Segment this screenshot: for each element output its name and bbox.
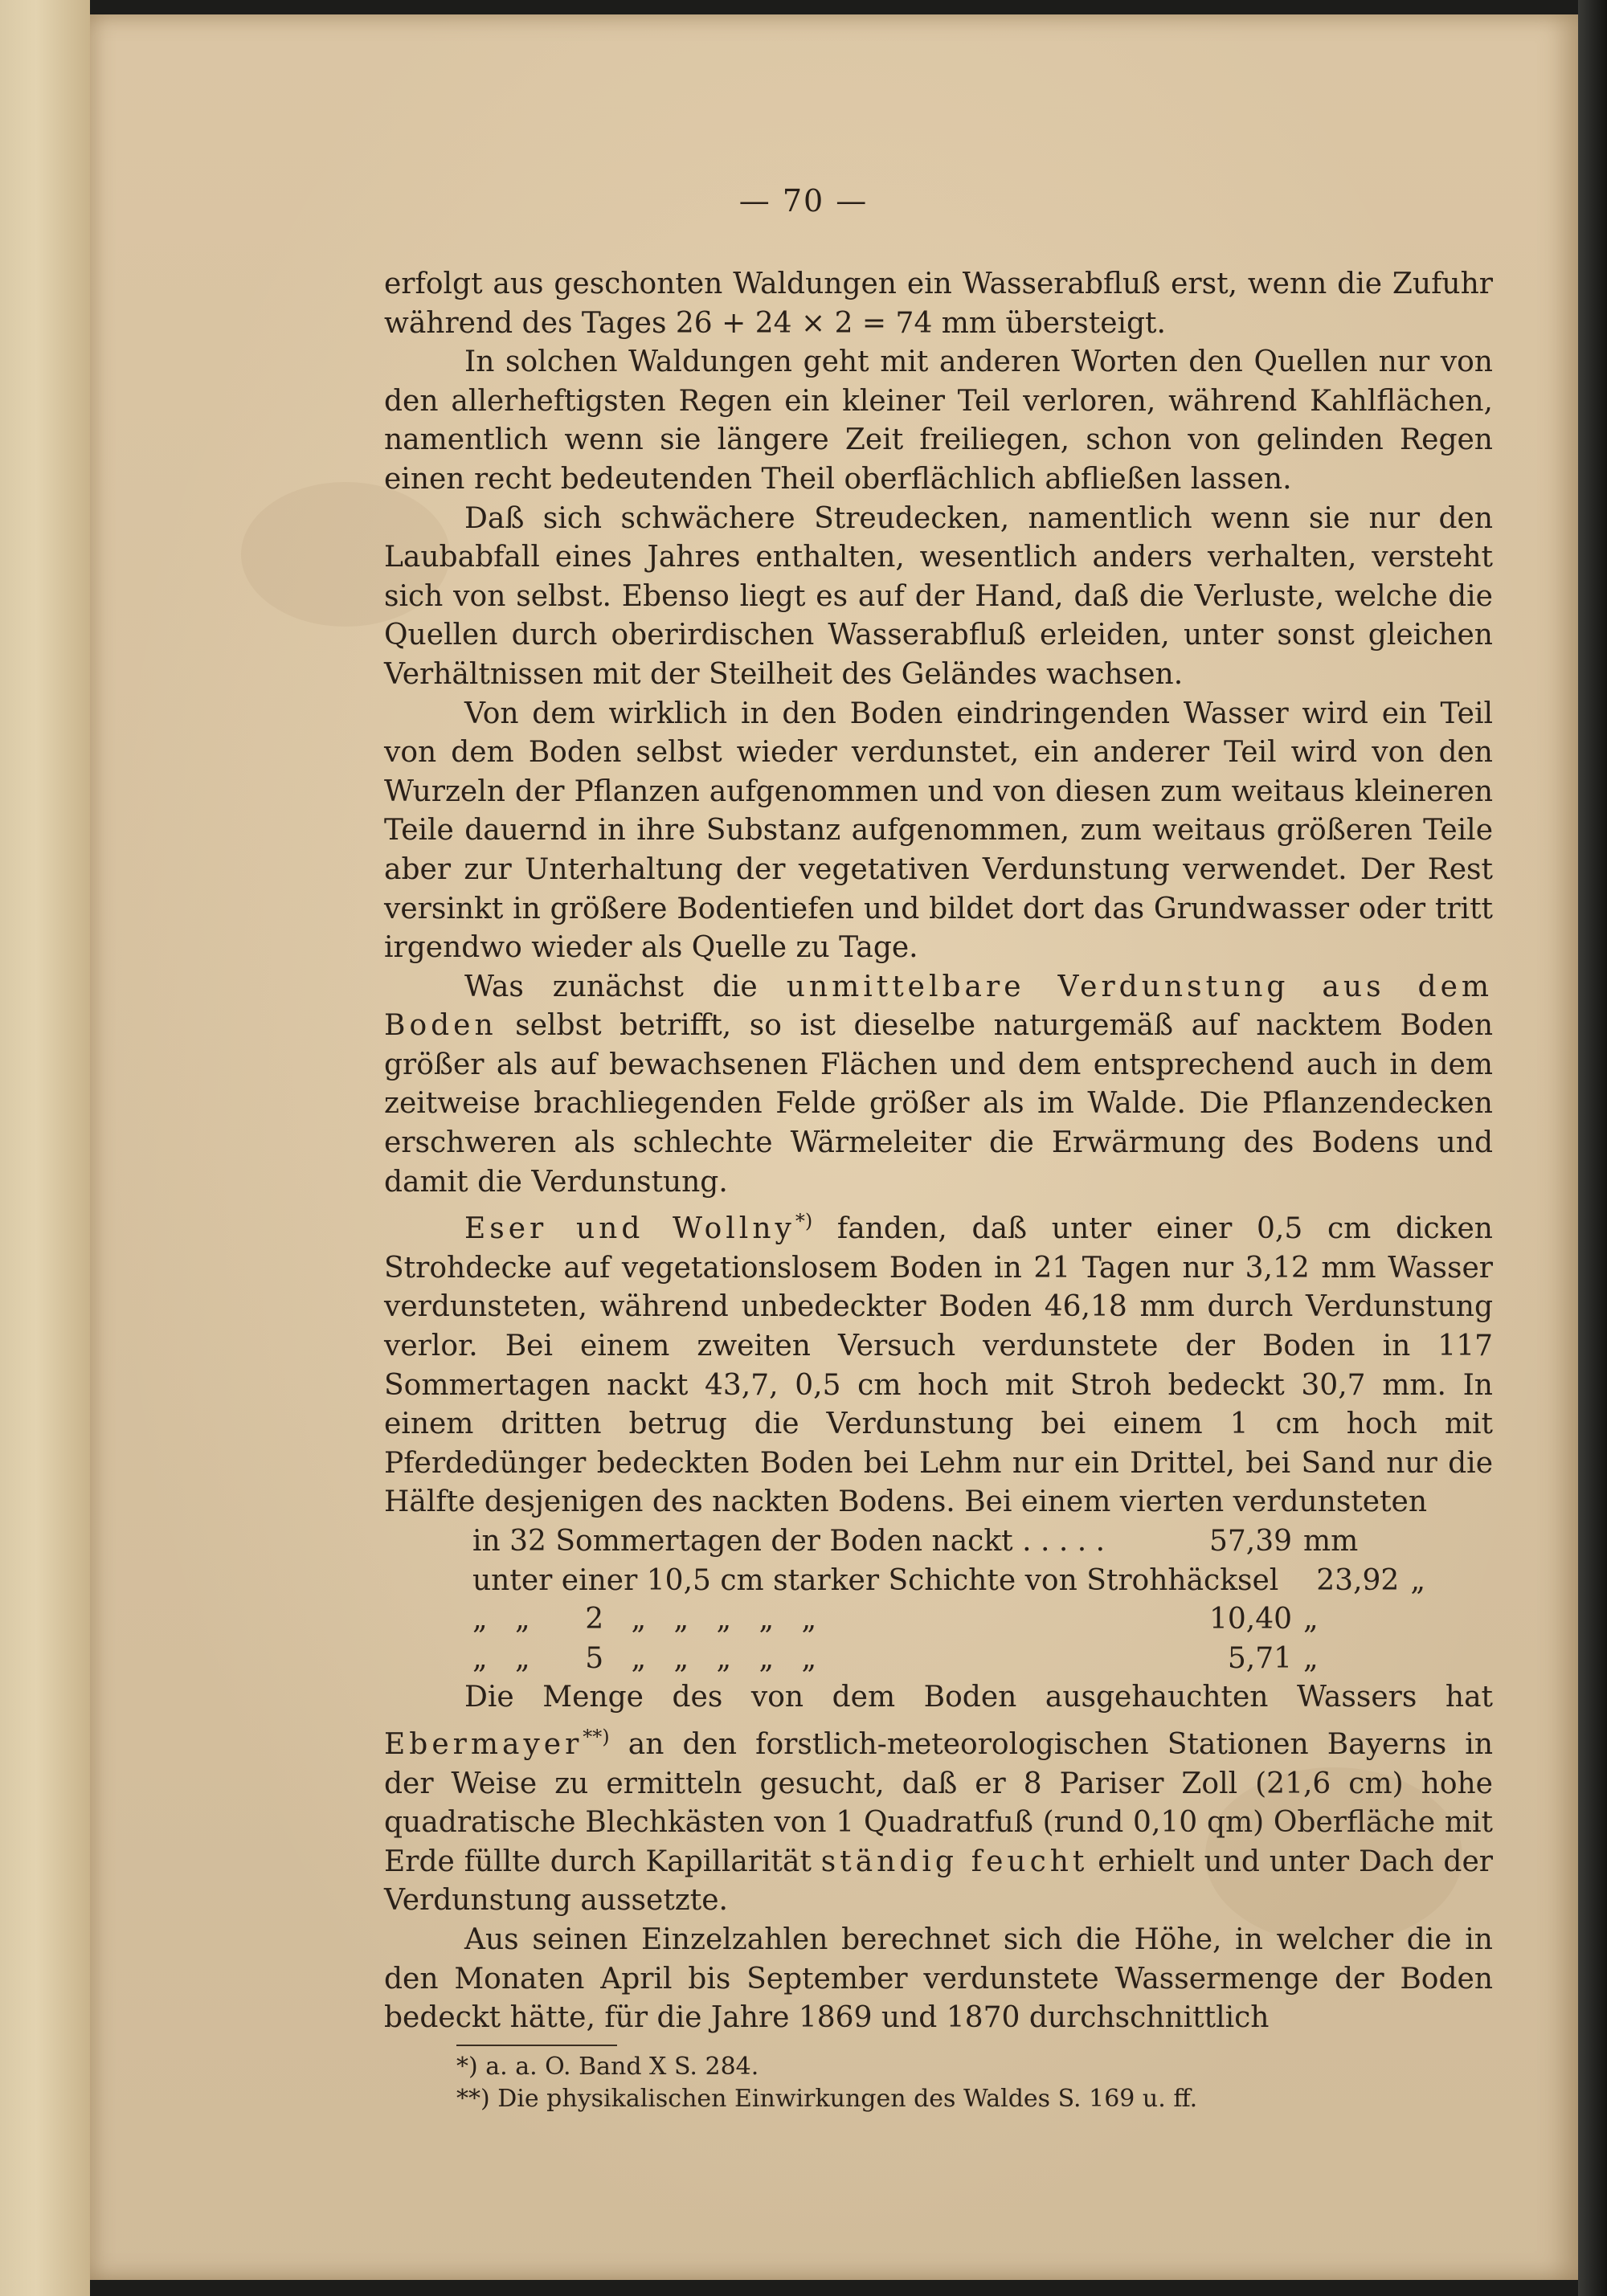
footnote-mark: *) <box>795 1210 813 1233</box>
book-binding <box>0 0 90 2296</box>
row-label: unter einer 10,5 cm starker Schichte von Strohhäcksel <box>472 1563 1279 1597</box>
measurement-table <box>384 1522 1493 1678</box>
footnote: **) Die physikalischen Einwirkungen des Waldes S. 169 u. ff. <box>456 2084 1198 2113</box>
text-run: an den forstlich-meteorologischen Stationen Bayerns in der Weise zu ermitteln gesucht, daß er 8 Pariser Zoll (21,6 cm) hohe quadratische Blechkästen von 1 Quadratfuß (rund 0,10 qm) Oberfläche mit Erde füllte durch Kapillarität <box>384 1727 1494 1878</box>
paragraph: In solchen Waldungen geht mit anderen Worten den Quellen nur von den allerheftigsten Regen ein kleiner Teil verloren, während Kahlflächen, namentlich wenn sie längere Zeit freiliegen, schon von gelinden Regen einen recht bedeutenden Theil oberflächlich abfließen lassen. <box>384 345 1493 496</box>
text-run: Was zunächst die <box>464 970 758 1003</box>
row-unit: „ <box>1410 1563 1425 1597</box>
table-row <box>384 1562 1493 1601</box>
paragraph <box>384 1678 1493 1921</box>
book-cover-edge <box>1578 0 1607 2296</box>
footnote: *) a. a. O. Band X S. 284. <box>456 2052 759 2081</box>
paragraph <box>384 1202 1493 1522</box>
row-label: „ „ 2 „ „ „ „ „ <box>472 1603 817 1636</box>
emphasis-spaced: ständig feucht <box>820 1845 1089 1878</box>
row-unit: „ <box>1303 1603 1319 1636</box>
table-row <box>384 1600 1493 1640</box>
paragraph: Von dem wirklich in den Boden eindringenden Wasser wird ein Teil von dem Boden selbst wieder verdunstet, ein anderer Teil wird von den Wurzeln der Pflanzen aufgenommen und von diesen zum weitaus kleineren Teile dauernd in ihre Substanz aufgenommen, zum weitaus größeren Teile aber zur Unterhaltung der vegetativen Verdunstung verwendet. Der Rest versinkt in größere Bodentiefen und bildet dort das Grundwasser oder tritt irgendwo wieder als Quelle zu Tage. <box>384 697 1493 965</box>
paragraph: erfolgt aus geschonten Waldungen ein Wasserabfluß erst, wenn die Zufuhr während des Tages 26 + 24 × 2 = 74 mm übersteigt. <box>384 268 1493 340</box>
text-run: Die Menge des von dem Boden ausgehauchten Wassers hat <box>464 1681 1493 1714</box>
author-names-spaced: Eser und Wollny <box>464 1212 795 1246</box>
row-unit: mm <box>1303 1525 1359 1558</box>
row-value: 5,71 <box>1227 1641 1292 1675</box>
footnote-mark: **) <box>583 1725 610 1748</box>
paragraph: Aus seinen Einzelzahlen berechnet sich die Höhe, in welcher die in den Monaten April bis September verdunstete Wassermenge der Boden bedeckt hätte, für die Jahre 1869 und 1870 durchschnittlich <box>384 1922 1493 2035</box>
row-label: in 32 Sommertagen der Boden nackt . . . . . <box>472 1525 1106 1558</box>
author-name-spaced: Ebermayer <box>384 1727 583 1761</box>
row-label: „ „ 5 „ „ „ „ „ <box>472 1641 817 1675</box>
table-row <box>384 1522 1493 1562</box>
text-run: erhielt und unter Dach der Verdunstung aussetzte. <box>384 1845 1493 1918</box>
emphasis-spaced: unmittelbare Verdunstung aus dem Boden <box>384 970 1494 1043</box>
row-value: 23,92 <box>1316 1563 1400 1597</box>
row-unit: „ <box>1303 1641 1319 1675</box>
paragraph <box>384 968 1493 1203</box>
text-run: fanden, daß unter einer 0,5 cm dicken Strohdecke auf vegetationslosem Boden in 21 Tagen nur 3,12 mm Wasser verdunsteten, während unbedeckter Boden 46,18 mm durch Verdunstung verlor. Bei einem zweiten Versuch verdunstete der Boden in 117 Sommertagen nackt 43,7, 0,5 cm hoch mit Stroh bedeckt 30,7 mm. In einem dritten betrug die Verdunstung bei einem 1 cm hoch mit Pferdedünger bedeckten Boden bei Lehm nur ein Drittel, bei Sand nur die Hälfte desjenigen des nackten Bodens. Bei einem vierten verdunsteten <box>384 1212 1493 1519</box>
row-value: 57,39 <box>1208 1525 1292 1558</box>
table-row <box>384 1640 1493 1679</box>
footnote-rule <box>456 2045 617 2046</box>
row-value: 10,40 <box>1208 1603 1292 1636</box>
page-number: — 70 — <box>738 183 869 219</box>
paragraph: Daß sich schwächere Streudecken, namentlich wenn sie nur den Laubabfall eines Jahres enthalten, wesentlich anders verhalten, versteht sich von selbst. Ebenso liegt es auf der Hand, daß die Verluste, welche die Quellen durch oberirdischen Wasserabfluß erleiden, unter sonst gleichen Verhältnissen mit der Steilheit des Geländes wachsen. <box>384 501 1493 691</box>
text-run: selbst betrifft, so ist dieselbe naturgemäß auf nacktem Boden größer als auf bewachsenen Flächen und dem entsprechend auch in dem zeitweise brachliegenden Felde größer als im Walde. Die Pflanzendecken erschweren als schlechte Wärmeleiter die Erwärmung des Bodens und damit die Verdunstung. <box>384 1009 1493 1199</box>
body-text <box>384 265 1493 2115</box>
